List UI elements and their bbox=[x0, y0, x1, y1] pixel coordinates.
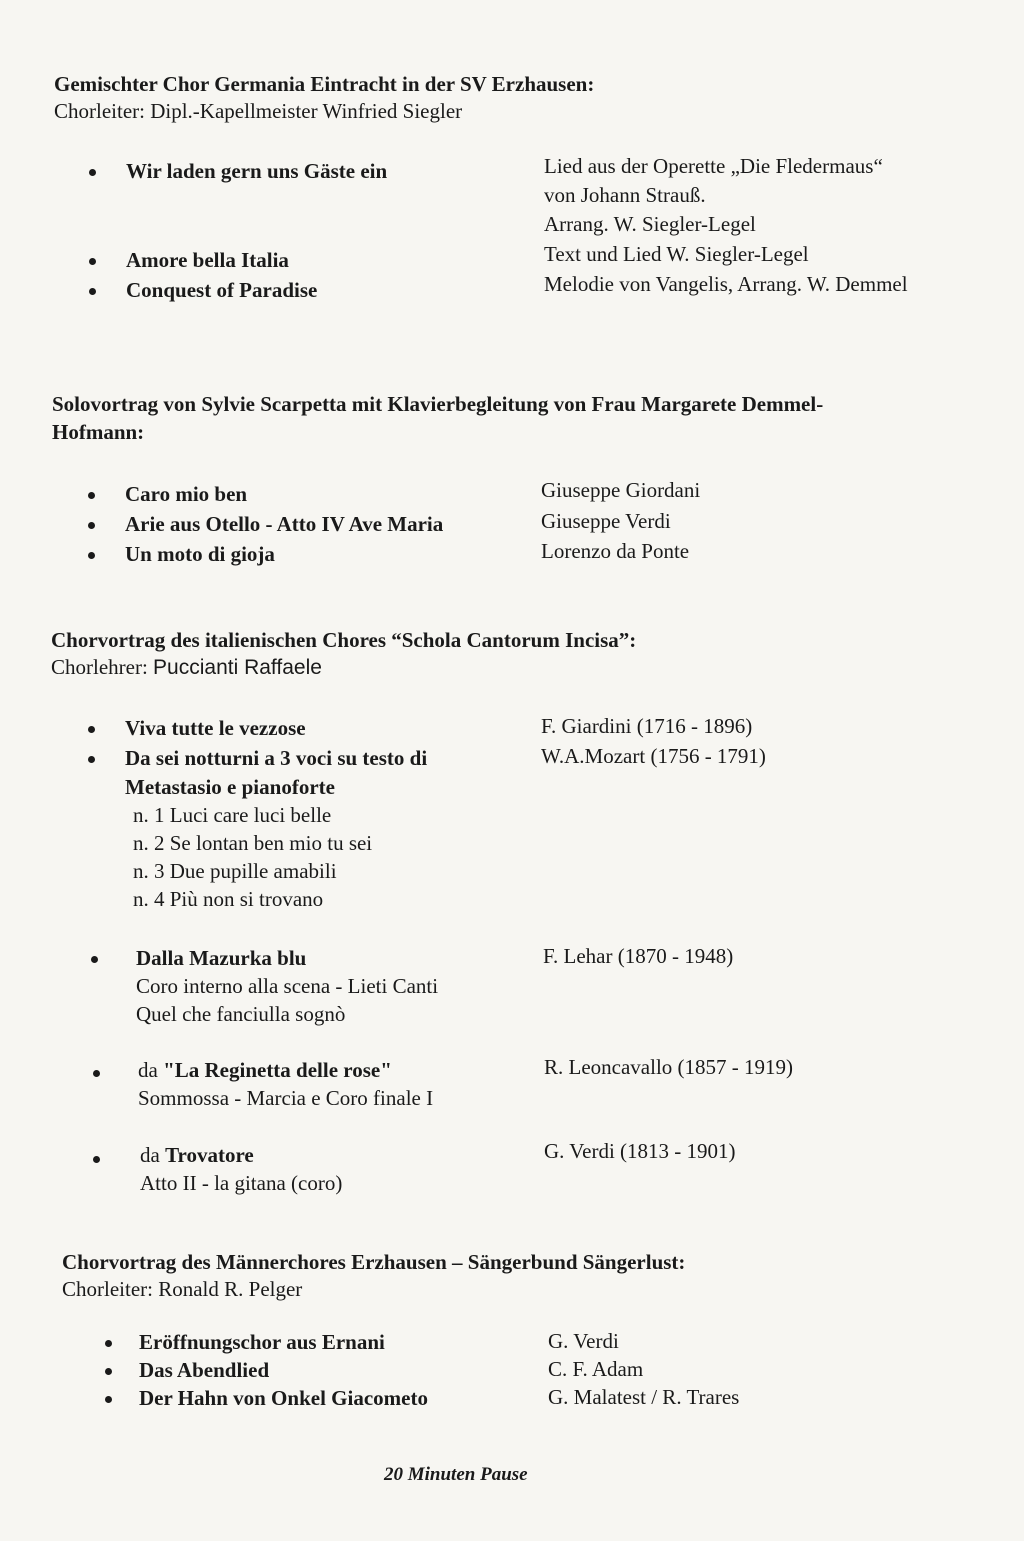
piece-composer: C. F. Adam bbox=[548, 1357, 644, 1381]
bullet-icon bbox=[88, 552, 95, 559]
piece-title: Caro mio ben bbox=[125, 482, 248, 506]
piece-title-text: Trovatore bbox=[165, 1143, 254, 1167]
sub-piece: Quel che fanciulla sognò bbox=[136, 1002, 346, 1026]
bullet-icon bbox=[88, 726, 95, 733]
piece-composer: G. Verdi bbox=[548, 1329, 619, 1353]
piece-composer: F. Lehar (1870 - 1948) bbox=[543, 944, 734, 968]
piece-title: Wir laden gern uns Gäste ein bbox=[126, 159, 388, 183]
piece-prefix: da bbox=[140, 1143, 166, 1167]
bullet-icon bbox=[91, 956, 98, 963]
piece-title: Dalla Mazurka blu bbox=[136, 946, 307, 970]
piece-composer: W.A.Mozart (1756 - 1791) bbox=[541, 744, 766, 768]
piece-composer: R. Leoncavallo (1857 - 1919) bbox=[544, 1055, 794, 1079]
section-choir-germania bbox=[54, 70, 594, 124]
bullet-icon bbox=[89, 258, 96, 265]
bullet-icon bbox=[93, 1070, 100, 1077]
bullet-icon bbox=[88, 756, 95, 763]
bullet-icon bbox=[105, 1368, 112, 1375]
piece-info bbox=[544, 152, 883, 239]
section-solovortrag bbox=[52, 390, 823, 446]
bullet-icon bbox=[105, 1396, 112, 1403]
sub-piece: Sommossa - Marcia e Coro finale I bbox=[138, 1086, 434, 1110]
piece-info-line: Lied aus der Operette „Die Fledermaus“ bbox=[544, 154, 883, 178]
sub-piece: Atto II - la gitana (coro) bbox=[140, 1171, 343, 1195]
section-subtitle: Chorleiter: Dipl.-Kapellmeister Winfried Siegler bbox=[54, 99, 463, 123]
piece-info-line: von Johann Strauß. bbox=[544, 183, 706, 207]
piece-composer: G. Malatest / R. Trares bbox=[548, 1385, 740, 1409]
section-title: Chorvortrag des Männerchores Erzhausen – Sängerbund Sängerlust: bbox=[62, 1250, 686, 1274]
sub-piece: n. 3 Due pupille amabili bbox=[133, 859, 337, 883]
section-title-line: Solovortrag von Sylvie Scarpetta mit Klavierbegleitung von Frau Margarete Demmel- bbox=[52, 392, 824, 416]
piece-title: Viva tutte le vezzose bbox=[125, 716, 306, 740]
section-schola-cantorum bbox=[51, 626, 636, 681]
piece-composer: Giuseppe Giordani bbox=[541, 478, 701, 502]
subtitle-prefix: Chorlehrer: bbox=[51, 655, 154, 679]
section-subtitle bbox=[51, 654, 636, 681]
piece-composer: Giuseppe Verdi bbox=[541, 509, 671, 533]
piece-title-text: "La Reginetta delle rose" bbox=[163, 1058, 392, 1082]
section-title: Chorvortrag des italienischen Chores “Schola Cantorum Incisa”: bbox=[51, 628, 637, 652]
section-subtitle: Chorleiter: Ronald R. Pelger bbox=[62, 1277, 303, 1301]
sub-piece: n. 1 Luci care luci belle bbox=[133, 803, 332, 827]
piece-title-line: Metastasio e pianoforte bbox=[125, 775, 335, 799]
bullet-icon bbox=[93, 1156, 100, 1163]
piece-composer: G. Verdi (1813 - 1901) bbox=[544, 1139, 736, 1163]
piece-composer: F. Giardini (1716 - 1896) bbox=[541, 714, 753, 738]
piece-composer: Lorenzo da Ponte bbox=[541, 539, 690, 563]
sub-piece: n. 4 Più non si trovano bbox=[133, 887, 324, 911]
piece-title: Conquest of Paradise bbox=[126, 278, 318, 302]
piece-title bbox=[138, 1056, 392, 1084]
piece-title: Amore bella Italia bbox=[126, 248, 289, 272]
piece-title: Eröffnungschor aus Ernani bbox=[139, 1330, 385, 1354]
piece-info-line: Melodie von Vangelis, Arrang. W. Demmel bbox=[544, 272, 908, 296]
bullet-icon bbox=[88, 492, 95, 499]
piece-title: Un moto di gioja bbox=[125, 542, 275, 566]
pause-note: 20 Minuten Pause bbox=[384, 1464, 528, 1485]
sub-piece: Coro interno alla scena - Lieti Canti bbox=[136, 974, 439, 998]
bullet-icon bbox=[88, 522, 95, 529]
piece-info-line: Arrang. W. Siegler-Legel bbox=[544, 212, 756, 236]
piece-info-line: Text und Lied W. Siegler-Legel bbox=[544, 242, 809, 266]
subtitle-name: Puccianti Raffaele bbox=[153, 656, 322, 679]
section-title: Gemischter Chor Germania Eintracht in der SV Erzhausen: bbox=[54, 72, 595, 96]
section-title-line: Hofmann: bbox=[52, 420, 145, 444]
bullet-icon bbox=[105, 1340, 112, 1347]
piece-title: Das Abendlied bbox=[139, 1358, 270, 1382]
section-maennerchor bbox=[62, 1248, 685, 1302]
piece-title bbox=[140, 1141, 254, 1169]
piece-title: Der Hahn von Onkel Giacometo bbox=[139, 1386, 428, 1410]
bullet-icon bbox=[89, 169, 96, 176]
bullet-icon bbox=[89, 288, 96, 295]
sub-piece: n. 2 Se lontan ben mio tu sei bbox=[133, 831, 373, 855]
piece-title: Arie aus Otello - Atto IV Ave Maria bbox=[125, 512, 444, 536]
piece-prefix: da bbox=[138, 1058, 164, 1082]
piece-title-line: Da sei notturni a 3 voci su testo di bbox=[125, 746, 428, 770]
